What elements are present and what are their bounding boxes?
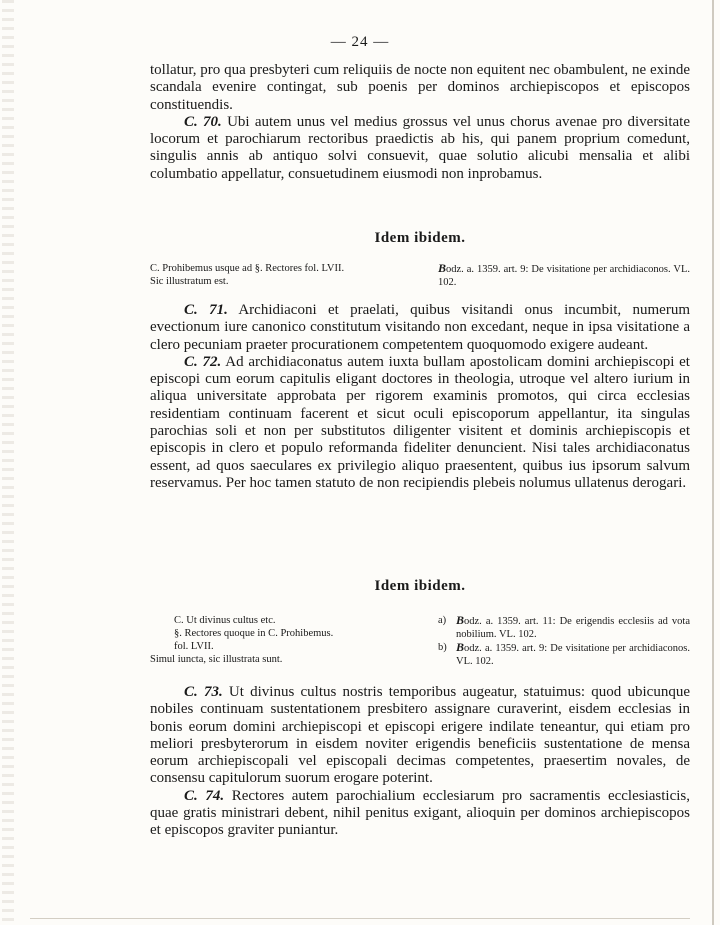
source-note-line: C. Ut divinus cultus etc. (174, 615, 276, 626)
text-block-middle (150, 302, 690, 492)
source-note-right-1 (438, 262, 690, 289)
section-heading-1 (150, 230, 690, 247)
section-heading-2 (150, 578, 690, 595)
canon-70-mark: C. 70. (184, 113, 222, 130)
canon-74-mark: C. 74. (184, 787, 225, 804)
canon-72-text: Ad archidiaconatus autem iuxta bullam apostolicam domini archiepiscopi et episcopi cum eorum capitulis eligant doctores in theologia, utroque vel altero iurium in aliqua universitate approbata per rigorem examinis promotos, qui circa ecclesias residentiam continuam facerent et sicut oculi episcoporum appellantur, ita singulas parochias soli et non per substitutos diligenter visitent et dominis archiepiscopis et episcopis in clero et populo reformanda fideliter denuncient. Nisi tales archidiaconatus essent, ad quos saeculares ex privilegio aliquo praesentent, quibus ius ipsorum salvum reservamus. Per hoc tamen statuto de non recipiendis plebeis nolumus ullatenus derogari. (150, 353, 690, 491)
source-ref-mark: B (456, 640, 465, 654)
source-ref-a (438, 614, 690, 641)
canon-74-text: Rectores autem parochialium ecclesiarum pro sacramentis ecclesiasticis, quae gratis ministrari debent, nihil penitus exigant, alioquin per dominos archiepiscopos et episcopos graviter puniantur. (150, 787, 690, 839)
canon-71-mark: C. 71. (184, 302, 228, 318)
source-note-line: §. Rectores quoque in C. Prohibemus. (174, 628, 334, 639)
source-note-ref (438, 262, 690, 289)
canon-73-text: Ut divinus cultus nostris temporibus augeatur, statuimus: quod ubicunque nobiles continuam sustentationem presbitero assignare curaverint, eisdem ecclesias in bonis eorum domini archiepiscopi et episcopi erigere indilate teneantur, qui etiam pro meliori presbyterorum in eisdem noviter erigendis beneficiis sustentatione de mensa eorum archiepiscopali vel episcopali decimas competentes, praesertim novales, de consensu capitulorum suorum erogare poterint. (150, 684, 690, 787)
text-block-top (150, 62, 690, 183)
scan-edge-bottom (30, 918, 690, 919)
source-ref-mark: B (456, 613, 465, 627)
canon-73-mark: C. 73. (184, 684, 223, 700)
page-number: — 24 — (330, 34, 390, 50)
canon-71 (150, 302, 690, 354)
source-ref-label: b) (438, 642, 447, 653)
source-note-left-1 (150, 262, 420, 288)
source-note-right-2 (438, 614, 690, 668)
source-ref-mark: B (438, 261, 447, 275)
canon-70-text: Ubi autem unus vel medius grossus vel unus chorus avenae pro diversitate locorum et parochiarum rectoribus praedictis ab his, qui panem proprium comedunt, singulis annis ab antiquo solvi consuevit, quae solutio alicubi mensalia et alibi columbatio appellatur, consuetudinem eiusmodi non inprobamus. (150, 113, 690, 182)
source-ref-text: odz. a. 1359. art. 9: De visitatione per archidiaconos. VL. 102. (438, 264, 690, 288)
canon-72-mark: C. 72. (184, 353, 222, 370)
scan-edge-right (712, 0, 714, 925)
source-ref-b (438, 641, 690, 668)
source-note-line: Simul iuncta, sic illustrata sunt. (150, 654, 283, 665)
source-note-line: C. Prohibemus usque ad §. Rectores fol. LVII. (150, 263, 345, 274)
source-note-line: fol. LVII. (174, 641, 214, 652)
source-ref (456, 641, 690, 668)
scan-edge-left (2, 0, 14, 925)
canon-70 (150, 114, 690, 183)
source-note-left-2 (150, 614, 415, 666)
source-ref (456, 614, 690, 641)
source-ref-label: a) (438, 615, 447, 626)
canon-71-text: Archidiaconi et praelati, quibus visitandi onus incumbit, numerum evectionum iure canonico constitutum visitando non excedant, neque in ipsa visitatione a clero pecuniam praeter procurationem competentem quoquomodo exigere audeant. (150, 302, 690, 353)
canon-74 (150, 788, 690, 840)
canon-72 (150, 354, 690, 492)
canon-73 (150, 684, 690, 788)
text-block-bottom (150, 684, 690, 840)
paragraph-continuation: tollatur, pro qua presbyteri cum reliquiis de nocte non equitent nec obambulent, ne exinde scandala evenire contingat, sub poenis per dominos archiepiscopos et episcopos constituendis. (150, 62, 690, 113)
source-ref-text: odz. a. 1359. art. 9: De visitatione per archidiaconos. VL. 102. (456, 643, 690, 667)
section-heading-text: Idem ibidem. (374, 230, 466, 246)
source-ref-text: odz. a. 1359. art. 11: De erigendis ecclesiis ad vota nobilium. VL. 102. (456, 616, 690, 640)
section-heading-text: Idem ibidem. (374, 578, 466, 594)
source-note-line: Sic illustratum est. (150, 276, 229, 287)
